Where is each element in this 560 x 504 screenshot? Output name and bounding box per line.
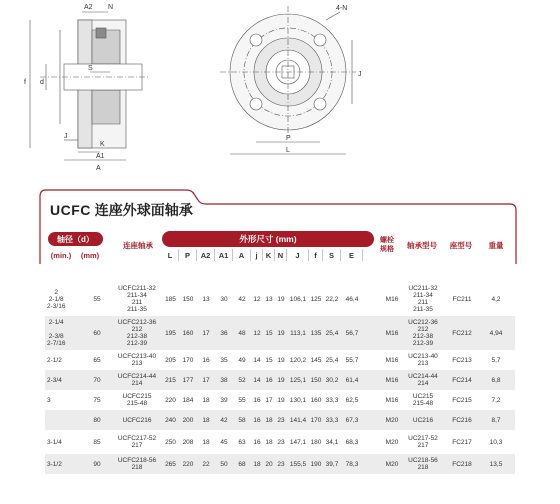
cell-dim: 25,4 xyxy=(325,356,339,364)
cell-dim: 147,1 xyxy=(289,438,307,446)
cell-housing: FC217 xyxy=(452,438,472,446)
cell-housing: FC216 xyxy=(452,416,472,424)
cell-bearing: UC216 xyxy=(412,416,434,424)
cell-dim: 68 xyxy=(238,460,246,468)
cell-dim: 155,5 xyxy=(289,460,307,468)
table-row xyxy=(45,430,515,454)
label-j-right: J xyxy=(358,71,362,78)
cell-dim: 135 xyxy=(310,329,322,337)
cell-inch: 3-1/4 xyxy=(47,438,62,446)
cell-dim: 17 xyxy=(202,376,210,384)
cell-dim: 48 xyxy=(238,329,246,337)
cell-mm: 90 xyxy=(93,460,101,468)
cell-dim: 17 xyxy=(265,396,273,404)
cell-dim: 17 xyxy=(202,329,210,337)
table-row xyxy=(45,390,515,410)
cell-bolt: M20 xyxy=(385,438,399,446)
cell-dim: 265 xyxy=(165,460,176,468)
dim-col-header: A2 xyxy=(197,249,215,261)
cell-mm: 70 xyxy=(93,376,101,384)
cell-dim: 184 xyxy=(182,396,194,404)
cell-inch: 2-3/4 xyxy=(47,376,62,384)
cell-dim: 19 xyxy=(277,295,285,303)
cell-dim: 14 xyxy=(253,376,261,384)
cell-dim: 190 xyxy=(310,460,322,468)
dim-col-header: j xyxy=(251,249,263,261)
bearing-drawing-svg xyxy=(0,0,560,180)
cell-dim: 113,1 xyxy=(290,329,306,337)
cell-housing: FC214 xyxy=(452,376,472,384)
cell-dim: 33,3 xyxy=(325,416,339,424)
cell-weight: 4,94 xyxy=(489,329,503,337)
cell-dim: 19 xyxy=(277,396,285,404)
cell-dim: 120,2 xyxy=(289,356,307,364)
cell-unit: UCFC215 215-48 xyxy=(122,393,152,407)
header-dims: 外形尺寸 (mm) xyxy=(162,231,374,247)
label-a1: A1 xyxy=(96,153,105,160)
dim-col-header: K xyxy=(263,249,275,261)
label-a2: A2 xyxy=(84,4,93,11)
cell-dim: 39,7 xyxy=(325,460,339,468)
cell-bolt: M16 xyxy=(385,356,399,364)
title-model: UCFC xyxy=(50,202,91,218)
dim-col-header: f xyxy=(309,249,323,261)
dim-col-header: A1 xyxy=(215,249,233,261)
cell-bearing: UC218-56 218 xyxy=(408,457,438,471)
table-row xyxy=(45,282,515,316)
cell-dim: 34,1 xyxy=(325,438,339,446)
cell-dim: 56,7 xyxy=(345,329,359,337)
cell-dim: 180 xyxy=(310,438,322,446)
cell-dim: 18 xyxy=(265,416,273,424)
cell-unit: UCFC218-56 218 xyxy=(117,457,157,471)
cell-bearing: UC213-40 213 xyxy=(408,353,438,367)
cell-housing: FC215 xyxy=(452,396,472,404)
cell-dim: 16 xyxy=(265,376,273,384)
cell-weight: 13,5 xyxy=(489,460,503,468)
page-title xyxy=(50,200,193,220)
cell-weight: 5,7 xyxy=(491,356,501,364)
cell-dim: 130,1 xyxy=(289,396,307,404)
cell-inch: 3 xyxy=(47,396,51,404)
cell-bearing: UC211-32 211-34 211 211-35 xyxy=(408,285,438,313)
cell-dim: 63 xyxy=(238,438,246,446)
cell-inch: 2-1/2 xyxy=(47,356,62,364)
cell-bearing: UC212-36 212 212-38 212-39 xyxy=(408,319,438,347)
dim-col-header: A xyxy=(233,249,251,261)
label-p: P xyxy=(286,135,291,142)
label-4-n: 4-N xyxy=(336,5,348,12)
cell-dim: 15 xyxy=(265,329,273,337)
cell-dim: 49 xyxy=(238,356,246,364)
cell-unit: UCFC214-44 214 xyxy=(117,373,157,387)
cell-dim: 150 xyxy=(310,376,322,384)
cell-dim: 68,3 xyxy=(345,438,359,446)
dimension-columns-header xyxy=(162,249,363,261)
table-row xyxy=(45,454,515,474)
cell-dim: 19 xyxy=(277,356,285,364)
cell-dim: 30 xyxy=(220,295,228,303)
cell-dim: 46,4 xyxy=(345,295,359,303)
cell-dim: 55 xyxy=(238,396,246,404)
cell-dim: 170 xyxy=(310,416,322,424)
header-weight: 重量 xyxy=(488,241,504,250)
cell-dim: 208 xyxy=(182,438,194,446)
cell-dim: 13 xyxy=(265,295,273,303)
cell-dim: 23 xyxy=(277,438,285,446)
cell-mm: 55 xyxy=(93,295,101,303)
cell-dim: 58 xyxy=(238,416,246,424)
cell-dim: 16 xyxy=(202,356,210,364)
cell-inch: 2 2-1/8 2-3/16 xyxy=(47,288,66,310)
cell-dim: 42 xyxy=(220,416,228,424)
cell-dim: 12 xyxy=(253,295,261,303)
label-l: L xyxy=(286,147,290,154)
cell-dim: 141,4 xyxy=(289,416,307,424)
cell-dim: 16 xyxy=(253,416,261,424)
cell-dim: 78,3 xyxy=(345,460,359,468)
cell-dim: 45 xyxy=(220,438,228,446)
cell-mm: 60 xyxy=(93,329,101,337)
cell-dim: 19 xyxy=(277,329,285,337)
cell-dim: 61,4 xyxy=(345,376,359,384)
cell-bolt: M20 xyxy=(385,416,399,424)
cell-unit: UCFC217-52 217 xyxy=(117,435,157,449)
dim-col-header: S xyxy=(323,249,341,261)
cell-housing: FC211 xyxy=(452,295,472,303)
dim-col-header: L xyxy=(162,249,179,261)
cell-dim: 23 xyxy=(277,460,285,468)
cell-dim: 205 xyxy=(165,356,176,364)
dim-col-header: N xyxy=(275,249,287,261)
cell-dim: 220 xyxy=(182,460,194,468)
cell-dim: 160 xyxy=(310,396,322,404)
cell-inch xyxy=(47,410,85,430)
cell-dim: 12 xyxy=(253,329,261,337)
cell-mm: 85 xyxy=(93,438,101,446)
dim-col-header: P xyxy=(179,249,197,261)
header-bearing: 轴承型号 xyxy=(407,241,437,250)
cell-dim: 125,1 xyxy=(289,376,307,384)
cell-dim: 52 xyxy=(238,376,246,384)
cell-bolt: M16 xyxy=(385,396,399,404)
label-f: f xyxy=(24,79,26,86)
label-s: S xyxy=(88,65,93,72)
cell-bearing: UC217-52 217 xyxy=(408,435,438,449)
cell-weight: 7,2 xyxy=(491,396,501,404)
cell-unit: UCFC212-36 212 212-38 212-39 xyxy=(117,319,157,347)
cell-dim: 36 xyxy=(220,329,228,337)
cell-dim: 125 xyxy=(310,295,322,303)
cell-bolt: M16 xyxy=(385,295,399,303)
table-row xyxy=(45,370,515,390)
cell-dim: 240 xyxy=(165,416,176,424)
cell-dim: 30,2 xyxy=(325,376,339,384)
cell-mm: 80 xyxy=(93,416,101,424)
cell-dim: 170 xyxy=(182,356,194,364)
cell-dim: 18 xyxy=(265,438,273,446)
cell-dim: 106,1 xyxy=(289,295,307,303)
cell-dim: 18 xyxy=(253,460,261,468)
header-min: (min.) xyxy=(50,251,72,260)
cell-dim: 215 xyxy=(165,376,176,384)
cell-dim: 150 xyxy=(182,295,194,303)
cell-dim: 145 xyxy=(310,356,322,364)
cell-dim: 55,7 xyxy=(345,356,359,364)
label-k: K xyxy=(100,141,105,148)
cell-housing: FC213 xyxy=(452,356,472,364)
cell-unit: UCFC211-32 211-34 211 211-35 xyxy=(118,285,156,313)
cell-dim: 200 xyxy=(182,416,194,424)
title-name: 连座外球面轴承 xyxy=(94,202,193,218)
cell-bearing: UC215 215-48 xyxy=(412,393,434,407)
cell-dim: 20 xyxy=(265,460,273,468)
cell-weight: 10,3 xyxy=(489,438,503,446)
header-bolt: 螺栓 规格 xyxy=(380,237,394,253)
cell-dim: 250 xyxy=(165,438,176,446)
cell-dim: 23 xyxy=(277,416,285,424)
cell-dim: 15 xyxy=(265,356,273,364)
label-a: A xyxy=(96,165,101,172)
cell-unit: UCFC216 xyxy=(122,416,152,424)
header-housing: 座型号 xyxy=(449,241,473,250)
cell-inch: 3-1/2 xyxy=(47,460,62,468)
cell-dim: 42 xyxy=(238,295,246,303)
label-j: J xyxy=(64,133,68,140)
header-shaft: 轴径（d） xyxy=(48,232,103,246)
cell-bearing: UC214-44 214 xyxy=(408,373,438,387)
cell-dim: 18 xyxy=(202,438,210,446)
cell-bolt: M16 xyxy=(385,329,399,337)
header-mm: (mm) xyxy=(80,251,100,260)
cell-dim: 18 xyxy=(202,396,210,404)
cell-weight: 6,8 xyxy=(491,376,501,384)
cell-dim: 62,5 xyxy=(345,396,359,404)
cell-housing: FC218 xyxy=(452,460,472,468)
cell-inch: 2-1/4 2-3/8 2-7/16 xyxy=(47,319,66,347)
cell-dim: 195 xyxy=(165,329,176,337)
cell-bolt: M20 xyxy=(385,460,399,468)
cell-housing: FC212 xyxy=(452,329,472,337)
cell-dim: 38 xyxy=(220,376,228,384)
technical-drawing xyxy=(0,0,560,180)
cell-dim: 13 xyxy=(202,295,210,303)
label-d: d xyxy=(40,79,44,86)
cell-dim: 19 xyxy=(277,376,285,384)
cell-bolt: M16 xyxy=(385,376,399,384)
cell-dim: 67,3 xyxy=(345,416,359,424)
cell-dim: 16 xyxy=(253,438,261,446)
cell-dim: 160 xyxy=(182,329,194,337)
header-unit: 连座轴承 xyxy=(123,241,153,250)
table-row xyxy=(45,316,515,350)
cell-dim: 50 xyxy=(220,460,228,468)
cell-weight: 4,2 xyxy=(491,295,501,303)
cell-dim: 22 xyxy=(202,460,210,468)
cell-weight: 8,7 xyxy=(491,416,501,424)
cell-dim: 18 xyxy=(202,416,210,424)
cell-dim: 35 xyxy=(220,356,228,364)
table-row xyxy=(45,350,515,370)
cell-dim: 177 xyxy=(182,376,194,384)
cell-dim: 22,2 xyxy=(325,295,339,303)
cell-mm: 75 xyxy=(93,396,101,404)
cell-dim: 16 xyxy=(253,396,261,404)
cell-dim: 25,4 xyxy=(325,329,339,337)
cell-unit: UCFC213-40 213 xyxy=(117,353,157,367)
table-row xyxy=(45,410,515,430)
label-n: N xyxy=(108,4,114,11)
cell-dim: 33,3 xyxy=(325,396,339,404)
dim-col-header: E xyxy=(341,249,363,261)
cell-dim: 39 xyxy=(220,396,228,404)
cell-dim: 220 xyxy=(165,396,176,404)
dim-col-header: J xyxy=(287,249,309,261)
cell-dim: 14 xyxy=(253,356,261,364)
cell-mm: 65 xyxy=(93,356,101,364)
cell-dim: 185 xyxy=(165,295,176,303)
